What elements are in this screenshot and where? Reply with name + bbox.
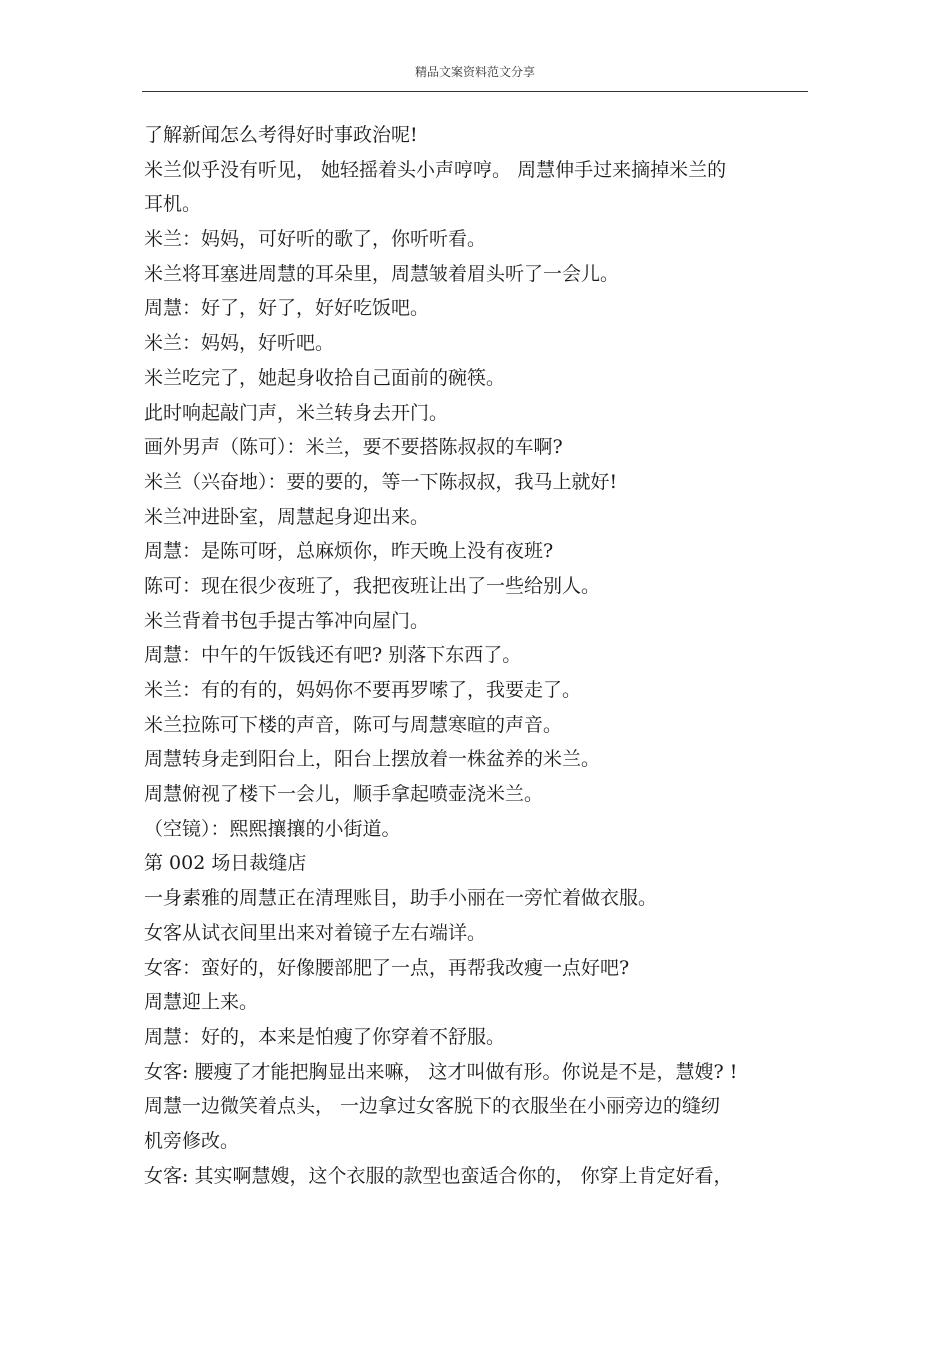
- text-line: 此时响起敲门声，米兰转身去开门。: [144, 401, 449, 424]
- text-line: 米兰吃完了，她起身收拾自己面前的碗筷。: [144, 366, 506, 389]
- text-line: 周慧：好的，本来是怕瘦了你穿着不舒服。: [144, 1025, 506, 1048]
- text-line: 米兰冲进卧室，周慧起身迎出来。: [144, 505, 430, 528]
- text-line: 女客：蛮好的，好像腰部肥了一点，再帮我改瘦一点好吧?: [144, 956, 630, 979]
- text-line: 画外男声（陈可）：米兰，要不要搭陈叔叔的车啊?: [144, 436, 563, 459]
- header-rule: [142, 91, 808, 92]
- text-line: 米兰将耳塞进周慧的耳朵里，周慧皱着眉头听了一会儿。: [144, 262, 620, 285]
- text-line: 机旁修改。: [144, 1129, 240, 1152]
- text-line: 了解新闻怎么考得好时事政治呢!: [144, 124, 418, 146]
- text-line: 一身素雅的周慧正在清理账目，助手小丽在一旁忙着做衣服。: [144, 887, 658, 910]
- text-line: 米兰拉陈可下楼的声音，陈可与周慧寒暄的声音。: [144, 713, 563, 736]
- text-line: 女客: 腰瘦了才能把胸显出来嘛， 这才叫做有形。你说是不是，慧嫂? !: [144, 1060, 738, 1083]
- text-line: 周慧转身走到阳台上，阳台上摆放着一株盆养的米兰。: [144, 748, 601, 771]
- text-line: 米兰：妈妈，好听吧。: [144, 332, 335, 355]
- text-line: 陈可：现在很少夜班了，我把夜班让出了一些给别人。: [144, 574, 601, 597]
- text-line: 米兰：妈妈，可好听的歌了，你听听看。: [144, 228, 487, 251]
- text-line: 周慧迎上来。: [144, 991, 259, 1014]
- text-line: 周慧：好了，好了，好好吃饭吧。: [144, 297, 430, 320]
- text-line: 米兰背着书包手提古筝冲向屋门。: [144, 609, 430, 632]
- text-line: 米兰：有的有的，妈妈你不要再罗嗦了，我要走了。: [144, 679, 582, 701]
- text-line: 米兰似乎没有听见， 她轻摇着头小声哼哼。 周慧伸手过来摘掉米兰的: [144, 158, 727, 181]
- text-line: 周慧：是陈可呀，总麻烦你，昨天晚上没有夜班?: [144, 540, 554, 563]
- text-line: 耳机。: [144, 193, 202, 216]
- page-header: 精品文案资料范文分享: [414, 65, 535, 79]
- document-body: [144, 118, 824, 1193]
- text-line: 女客从试衣间里出来对着镜子左右端详。: [144, 921, 487, 944]
- text-line: （空镜）：熙熙攘攘的小街道。: [144, 817, 401, 840]
- text-line: 周慧：中午的午饭钱还有吧? 别落下东西了。: [144, 644, 522, 667]
- scene-heading: 第 002 场日裁缝店: [144, 852, 307, 875]
- text-line: 米兰（兴奋地）：要的要的，等一下陈叔叔，我马上就好!: [144, 470, 618, 493]
- text-line: 周慧俯视了楼下一会儿，顺手拿起喷壶浇米兰。: [144, 783, 544, 806]
- text-line: 女客: 其实啊慧嫂，这个衣服的款型也蛮适合你的， 你穿上肯定好看，: [144, 1164, 733, 1187]
- text-line: 周慧一边微笑着点头， 一边拿过女客脱下的衣服坐在小丽旁边的缝纫: [144, 1095, 721, 1118]
